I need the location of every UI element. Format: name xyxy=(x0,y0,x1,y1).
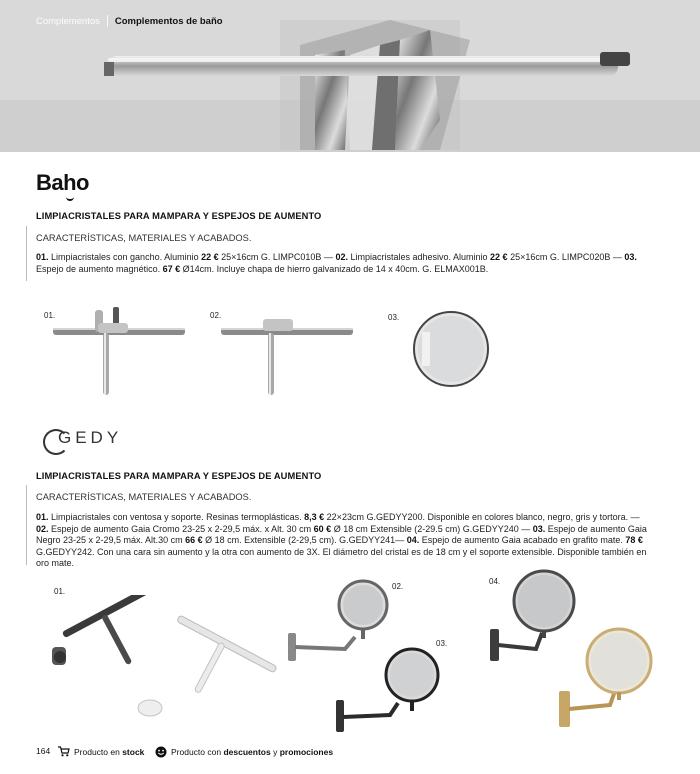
page-footer xyxy=(0,740,700,764)
stock-legend-bold: stock xyxy=(122,746,145,757)
promo-legend-bold1: descuentos xyxy=(223,747,271,757)
s2-item3-tail: Ø 18 cm. Extensible (2-29,5 cm). G.GEDYY241— xyxy=(202,535,407,545)
s1-item2-price: 22 € xyxy=(490,252,508,262)
s2-item3-num: 03. xyxy=(532,523,546,534)
magnetic-mirror-image xyxy=(412,310,492,390)
s2-product-label-2: 02. xyxy=(392,582,404,591)
section1-subtitle: CARACTERÍSTICAS, MATERIALES Y ACABADOS. xyxy=(36,233,252,243)
s2-item3-price: 66 € xyxy=(185,535,203,545)
gedy-logo: GEDY xyxy=(58,428,123,447)
s1-item1-tail: 25×16cm G. LIMPC010B — xyxy=(218,252,336,262)
page-number: 164 xyxy=(36,746,51,756)
s2-product-label-1: 01. xyxy=(54,587,66,596)
section1-rule xyxy=(26,226,27,281)
s1-item1-text: Limpiacristales con gancho. Aluminio xyxy=(48,252,202,262)
s2-product-label-4: 04. xyxy=(489,577,501,586)
s2-item1-text: Limpiacristales con ventosa y soporte. Resinas termoplásticas. xyxy=(48,512,305,522)
squeegee-suction-image xyxy=(40,595,280,735)
squeegee-adhesive-image xyxy=(218,305,358,400)
section2-rule xyxy=(26,485,27,565)
squeegee-hook-image xyxy=(50,305,190,400)
baho-logo: Baho xyxy=(36,170,89,195)
s1-item3-tail: Ø14cm. Incluye chapa de hierro galvanizado de 14 x 40cm. G. ELMAX001B. xyxy=(180,263,489,274)
promo-legend-prefix: Producto con xyxy=(171,747,224,757)
s2-item4-text: Espejo de aumento Gaia acabado en grafito mate. xyxy=(419,535,626,545)
smiley-icon xyxy=(155,746,167,758)
mirror-gaia-gold-image xyxy=(555,625,665,730)
section2-title: LIMPIACRISTALES PARA MAMPARA Y ESPEJOS DE AUMENTO xyxy=(36,471,322,481)
section1-description xyxy=(36,252,650,275)
promo-legend-mid: y xyxy=(270,747,280,757)
s2-item4-tail: G.GEDYY242. Con una cara sin aumento y la otra con aumento de 3X. El diámetro del cristal es de 18 cm y el soporte extensible. Disponible también en oro mate. xyxy=(36,546,647,568)
mirror-gaia-black-image xyxy=(332,645,452,740)
promo-legend xyxy=(155,746,333,758)
s2-item2-price: 60 € xyxy=(313,523,332,534)
section2-description xyxy=(36,512,650,570)
s2-item4-price: 78 € xyxy=(625,535,643,545)
breadcrumb-divider xyxy=(107,15,108,27)
section1-title: LIMPIACRISTALES PARA MAMPARA Y ESPEJOS DE AUMENTO xyxy=(36,211,322,221)
s1-item2-text: Limpiacristales adhesivo. Aluminio xyxy=(347,252,491,262)
baho-logo-smile xyxy=(66,195,74,201)
s2-item2-tail: Ø 18 cm Extensible (2-29.5 cm) G.GEDYY240 — xyxy=(331,523,533,534)
breadcrumb xyxy=(36,15,223,27)
breadcrumb-current: Complementos de baño xyxy=(114,15,223,27)
s2-item2-text: Espejo de aumento Gaia Cromo 23-25 x 2-29,5 máx. x Alt. 30 cm xyxy=(48,523,314,534)
s2-item1-tail: 22×23cm G.GEDYY200. Disponible en colores blanco, negro, gris y tortora. — xyxy=(324,512,640,522)
s1-item3-num: 03. xyxy=(624,252,637,262)
s2-item1-num: 01. xyxy=(36,512,49,522)
breadcrumb-section[interactable]: Complementos xyxy=(36,15,100,27)
section2-subtitle: CARACTERÍSTICAS, MATERIALES Y ACABADOS. xyxy=(36,492,252,502)
s2-item2-num: 02. xyxy=(36,523,49,534)
s1-product-label-1: 01. xyxy=(44,311,56,320)
s1-item1-num: 01. xyxy=(36,252,49,262)
s2-item4-num: 04. xyxy=(406,535,420,545)
s1-item3-text: Espejo de aumento magnético. xyxy=(36,263,163,274)
hero-photo xyxy=(0,0,700,152)
s1-item2-tail: 25×16cm G. LIMPC020B — xyxy=(507,252,625,262)
cart-icon xyxy=(58,746,70,757)
s1-product-label-3: 03. xyxy=(388,313,400,322)
s2-item3-text: Espejo de aumento Gaia Negro 23-25 x 2-29,5 máx. Alt.30 cm xyxy=(36,523,647,545)
s1-product-label-2: 02. xyxy=(210,311,222,320)
promo-legend-bold2: promociones xyxy=(279,747,334,757)
s1-item3-price: 67 € xyxy=(162,263,181,274)
s1-item1-price: 22 € xyxy=(201,252,219,262)
s2-item1-price: 8,3 € xyxy=(304,512,325,522)
s1-item2-num: 02. xyxy=(335,252,348,262)
stock-legend xyxy=(58,746,144,757)
stock-legend-prefix: Producto en xyxy=(74,746,123,757)
s2-product-label-3: 03. xyxy=(436,639,448,648)
